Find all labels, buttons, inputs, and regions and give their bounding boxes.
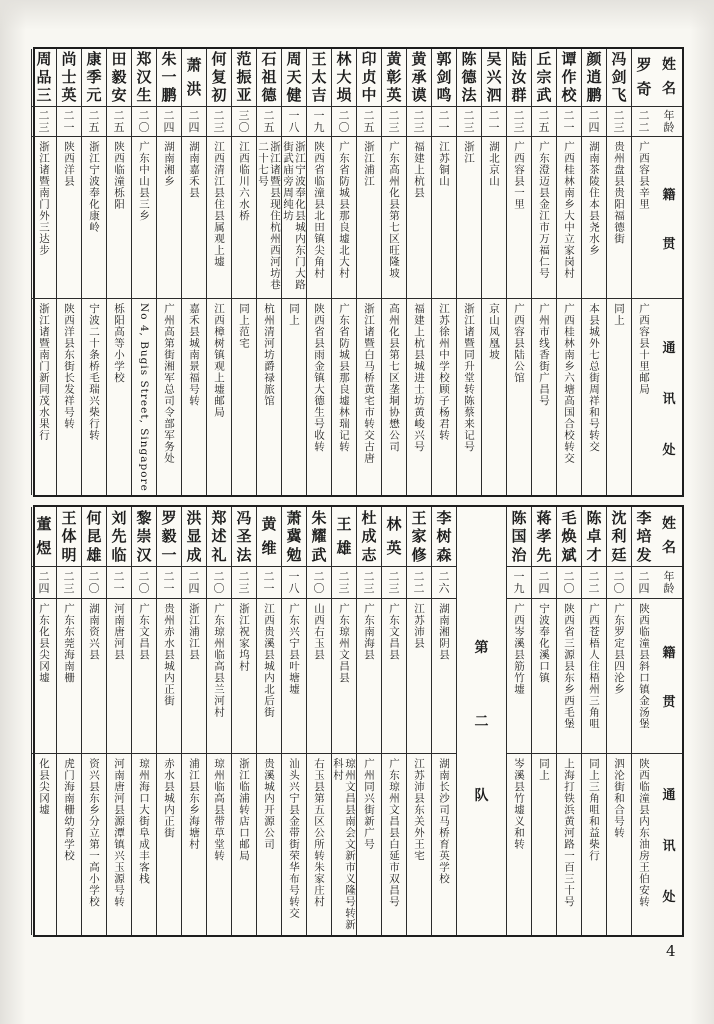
roster-column: [206, 49, 231, 495]
address-cell: 贵溪城内开源公司: [263, 758, 275, 850]
name-cell: 罗 奇: [632, 49, 656, 107]
roster-column: [231, 49, 256, 495]
roster-column: [381, 507, 406, 935]
roster-column: [631, 507, 656, 935]
name-cell: 王 雄: [332, 507, 356, 567]
age-cell: 二 一: [557, 107, 581, 137]
native-cell: 广东罗定县四沦乡: [607, 599, 631, 754]
name-cell: 郑 汉 生: [132, 49, 156, 107]
address-cell: 资兴县东乡分立第一高小学校: [88, 758, 100, 908]
address-cell: 宁波二十条桥毛瑞兴柴行转: [88, 303, 100, 441]
native-cell: 广东省防城县那良墟北大村: [332, 137, 356, 299]
age-cell: 二 二: [632, 107, 656, 137]
address-cell: 广州高第街湘军总司令部军务处: [163, 303, 175, 464]
age-cell: 一 八: [282, 567, 306, 599]
roster-column: [256, 49, 281, 495]
address-cell: 广东省防城县那良墟林瑞记转: [338, 303, 350, 453]
name-cell: 颜 逍 鹏: [582, 49, 606, 107]
native-cell: 江苏铜山: [432, 137, 456, 299]
age-cell: 二 一: [482, 107, 506, 137]
roster-column: [631, 49, 656, 495]
header-age: 年 龄: [656, 567, 682, 599]
native-cell: 浙江: [457, 137, 481, 299]
native-cell: 广东澄迈县金江市万福仁号: [532, 137, 556, 299]
header-native: 籍 贯: [656, 599, 682, 754]
address-cell: 同上: [613, 303, 625, 326]
address-cell: 杭州清河坊爵禄旅馆: [263, 303, 275, 407]
native-cell: 江西贵溪县城内北后街: [257, 599, 281, 754]
name-cell: 萧 洪: [182, 49, 206, 107]
roster-column: [131, 507, 156, 935]
address-cell: 广州市线香街广昌号: [538, 303, 550, 407]
roster-column: [406, 49, 431, 495]
address-cell: 岑溪县竹墟义和转: [513, 758, 525, 850]
address-cell: 浙江临浦转店口邮局: [238, 758, 250, 862]
age-cell: 二 二: [407, 567, 431, 599]
age-cell: 二 四: [532, 567, 556, 599]
roster-column: [456, 49, 481, 495]
roster-column: [506, 507, 531, 935]
roster-column: [256, 507, 281, 935]
name-cell: 何 昆 雄: [82, 507, 106, 567]
address-cell: 化县尖冈墟: [38, 758, 50, 816]
age-cell: 二 〇: [557, 567, 581, 599]
native-cell: 广东化县尖冈墟: [32, 599, 56, 754]
roster-column: [606, 49, 631, 495]
age-cell: 二 三: [457, 107, 481, 137]
name-cell: 王 体 明: [57, 507, 81, 567]
header-address: 通 讯 处: [662, 340, 676, 458]
age-cell: 一 八: [282, 107, 306, 137]
native-cell: 江西临川六水桥: [232, 137, 256, 299]
name-cell: 朱 一 鹏: [157, 49, 181, 107]
roster-column: [231, 507, 256, 935]
address-cell: 上海打铁浜黄河路一百三十号: [563, 758, 575, 908]
native-cell: 贵州赤水县城内正街: [157, 599, 181, 754]
name-cell: 何 复 初: [207, 49, 231, 107]
header-name: 姓 名: [656, 507, 682, 567]
header-native: 籍 贯: [656, 137, 682, 299]
roster-column: [556, 49, 581, 495]
company-divider: [456, 507, 506, 935]
address-cell: 栎阳高等小学校: [113, 303, 125, 384]
address-cell: 同上: [288, 303, 300, 326]
address-cell: 泗沦街和合号转: [613, 758, 625, 839]
native-cell: 广西岑溪县筋竹墟: [507, 599, 531, 754]
name-cell: 陈 国 治: [507, 507, 531, 567]
roster-column: [556, 507, 581, 935]
name-cell: 田 毅 安: [107, 49, 131, 107]
name-cell: 蒋 孝 先: [532, 507, 556, 567]
roster-column: [81, 49, 106, 495]
roster-column: [181, 49, 206, 495]
age-cell: 二 四: [182, 107, 206, 137]
name-cell: 陆 汝 群: [507, 49, 531, 107]
age-cell: 二 四: [582, 107, 606, 137]
name-cell: 周 天 健: [282, 49, 306, 107]
name-cell: 李 树 森: [432, 507, 456, 567]
address-cell: 浙江诸暨同升堂转陈蔡来记号: [463, 303, 475, 453]
name-cell: 林 英: [382, 507, 406, 567]
native-cell: 浙江祝家坞村: [232, 599, 256, 754]
name-cell: 黄 维: [257, 507, 281, 567]
age-cell: 二 四: [32, 567, 56, 599]
name-cell: 林 大 埙: [332, 49, 356, 107]
age-cell: 二 六: [432, 567, 456, 599]
name-cell: 朱 耀 武: [307, 507, 331, 567]
name-cell: 丘 宗 武: [532, 49, 556, 107]
native-cell: 广西苍梧人住梧州三角咀: [582, 599, 606, 754]
address-cell: 江苏徐州中学校顾子杨君转: [438, 303, 450, 441]
name-cell: 刘 先 临: [107, 507, 131, 567]
name-cell: 罗 毅 一: [157, 507, 181, 567]
native-cell: 浙江宁波奉化县城内东门大路街武庙旁周纯坊: [282, 137, 306, 299]
age-cell: 二 一: [107, 567, 131, 599]
age-cell: 二 三: [32, 107, 56, 137]
roster-column: [356, 49, 381, 495]
header-age: 年 龄: [656, 107, 682, 137]
native-cell: 浙江宁波奉化康岭: [82, 137, 106, 299]
native-cell: 湖南嘉禾县: [182, 137, 206, 299]
roster-column: [31, 49, 56, 495]
roster-column: [356, 507, 381, 935]
age-cell: 二 四: [632, 567, 656, 599]
native-cell: 广东兴宁县叶塘墟: [282, 599, 306, 754]
company-divider-label: 第 二 队: [474, 640, 489, 804]
name-cell: 吴 兴 泗: [482, 49, 506, 107]
native-cell: 陕西洋县: [57, 137, 81, 299]
roster-column: [181, 507, 206, 935]
roster-column: [406, 507, 431, 935]
name-cell: 王 家 修: [407, 507, 431, 567]
native-cell: 湖北京山: [482, 137, 506, 299]
address-cell: 江西樟树镇观上墟邮局: [213, 303, 225, 418]
address-cell: 广西容县十里邮局: [638, 303, 650, 395]
header-column: [656, 49, 682, 495]
roster-column: [156, 507, 181, 935]
native-cell: 广东琼州临高县兰河村: [207, 599, 231, 754]
roster-column: [331, 49, 356, 495]
roster-column: [531, 49, 556, 495]
native-cell: 宁波奉化溪口镇: [532, 599, 556, 754]
name-cell: 谭 作 校: [557, 49, 581, 107]
name-cell: 洪 显 成: [182, 507, 206, 567]
roster-column: [56, 507, 81, 935]
name-cell: 冯 圣 法: [232, 507, 256, 567]
name-cell: 陈 德 法: [457, 49, 481, 107]
age-cell: 二 三: [407, 107, 431, 137]
address-cell: 广西桂林南乡六塘高国合校转交: [563, 303, 575, 464]
age-cell: 二 〇: [132, 107, 156, 137]
age-cell: 二 三: [332, 567, 356, 599]
native-cell: 广东南海县: [357, 599, 381, 754]
name-cell: 印 贞 中: [357, 49, 381, 107]
roster-column: [56, 49, 81, 495]
address-cell: 陕西临潼县内东油房王伯安转: [638, 758, 650, 908]
address-cell: 汕头兴宁县金带街荣华布号转交: [288, 758, 300, 919]
roster-column: [606, 507, 631, 935]
age-cell: 二 四: [182, 567, 206, 599]
roster-table-1: [33, 47, 684, 497]
age-cell: 二 一: [157, 567, 181, 599]
native-cell: 湖南湘阴县: [432, 599, 456, 754]
address-cell: 湖南长沙司马桥育英学校: [438, 758, 450, 885]
name-cell: 沈 利 廷: [607, 507, 631, 567]
address-cell: 嘉禾县城南景福号转: [188, 303, 200, 407]
address-cell: 广州同兴街新广号: [363, 758, 375, 850]
address-cell: 福建上杭县城进士坊黄峻兴号: [413, 303, 425, 453]
native-cell: 浙江浦江县: [182, 599, 206, 754]
name-cell: 黄 承 谟: [407, 49, 431, 107]
native-cell: 陕西临潼栎阳: [107, 137, 131, 299]
roster-column: [31, 507, 56, 935]
native-cell: 浙江诸暨县现住杭州西河坊巷二十七号: [257, 137, 281, 299]
address-cell: 虎门海南栅幼育学校: [63, 758, 75, 862]
roster-column: [381, 49, 406, 495]
native-cell: 广东文昌县: [382, 599, 406, 754]
age-cell: 二 〇: [207, 567, 231, 599]
native-cell: 福建上杭县: [407, 137, 431, 299]
name-cell: 康 季 元: [82, 49, 106, 107]
native-cell: 广西容县一里: [507, 137, 531, 299]
roster-column: [306, 49, 331, 495]
address-cell: 浙江诸暨白马桥黄宅市转交古唐: [363, 303, 375, 464]
address-cell: 右玉县第五区公所转朱家庄村: [313, 758, 325, 908]
address-cell: 京山凤凰坡: [488, 303, 500, 361]
native-cell: 广西桂林南乡大中立家岗村: [557, 137, 581, 299]
native-cell: 广东文昌县: [132, 599, 156, 754]
address-cell: 琼州临高县带草堂转: [213, 758, 225, 862]
native-cell: 江苏沛县: [407, 599, 431, 754]
name-cell: 毛 焕 斌: [557, 507, 581, 567]
address-cell: 琼州海口大街阜成丰客栈: [138, 758, 150, 885]
address-cell: 浦江县东乡海塘村: [188, 758, 200, 850]
native-cell: 广东高州化县第七区旺隆坡: [382, 137, 406, 299]
age-cell: 二 一: [432, 107, 456, 137]
roster-table-2: [33, 505, 684, 937]
native-cell: 江西清江县住县属观上墟: [207, 137, 231, 299]
name-cell: 李 培 发: [632, 507, 656, 567]
name-cell: 黄 彰 英: [382, 49, 406, 107]
address-cell: 广东琼州文昌县白延市双昌号: [388, 758, 400, 908]
native-cell: 浙江浦江: [357, 137, 381, 299]
native-cell: 湖南茶陵住本县尧水乡: [582, 137, 606, 299]
roster-column: [331, 507, 356, 935]
native-cell: 湖南资兴县: [82, 599, 106, 754]
age-cell: 二 五: [107, 107, 131, 137]
native-cell: 陕西临潼县斜口镇金汤堡: [632, 599, 656, 754]
roster-column: [581, 507, 606, 935]
age-cell: 二 四: [157, 107, 181, 137]
age-cell: 二 〇: [307, 567, 331, 599]
name-cell: 陈 卓 才: [582, 507, 606, 567]
name-cell: 冯 剑 飞: [607, 49, 631, 107]
age-cell: 二 三: [507, 107, 531, 137]
age-cell: 二 五: [82, 107, 106, 137]
roster-column: [156, 49, 181, 495]
age-cell: 三 〇: [232, 107, 256, 137]
roster-column: [206, 507, 231, 935]
roster-column: [81, 507, 106, 935]
roster-column: [506, 49, 531, 495]
address-cell: 陕西省县雨金镇大德生号收转: [313, 303, 325, 453]
native-cell: 山西右玉县: [307, 599, 331, 754]
name-cell: 杜 成 志: [357, 507, 381, 567]
address-cell: 广西容县陆公馆: [513, 303, 525, 384]
age-cell: 二 一: [257, 567, 281, 599]
roster-column: [306, 507, 331, 935]
name-cell: 郑 述 礼: [207, 507, 231, 567]
native-cell: 贵州盘县贵阳福德街: [607, 137, 631, 299]
age-cell: 二 五: [532, 107, 556, 137]
name-cell: 郭 剑 鸣: [432, 49, 456, 107]
age-cell: 二 〇: [132, 567, 156, 599]
age-cell: 二 五: [257, 107, 281, 137]
name-cell: 周 品 三: [32, 49, 56, 107]
name-cell: 董 煜: [32, 507, 56, 567]
roster-column: [531, 507, 556, 935]
header-column: [656, 507, 682, 935]
address-cell: 同上三角咀和益柴行: [588, 758, 600, 862]
age-cell: 一 九: [307, 107, 331, 137]
roster-column: [431, 49, 456, 495]
age-cell: 一 九: [507, 567, 531, 599]
age-cell: 二 三: [607, 107, 631, 137]
native-cell: 广东中山县三乡: [132, 137, 156, 299]
roster-column: [281, 507, 306, 935]
age-cell: 二 一: [57, 107, 81, 137]
age-cell: 二 〇: [607, 567, 631, 599]
native-cell: 广东东莞海南栅: [57, 599, 81, 754]
address-cell: 江苏沛县东关外王宅: [413, 758, 425, 862]
native-cell: 陕西省临潼县北田镇尖角村: [307, 137, 331, 299]
address-cell: 琼州文昌县南会文新市义隆号转新科村: [332, 758, 356, 931]
roster-column: [281, 49, 306, 495]
native-cell: 河南唐河县: [107, 599, 131, 754]
header-address: 通 讯 处: [662, 788, 676, 905]
name-cell: 尚 士 英: [57, 49, 81, 107]
roster-column: [581, 49, 606, 495]
age-cell: 二 〇: [332, 107, 356, 137]
address-cell: 高州化县第七区垄垌协懋公司: [388, 303, 400, 453]
roster-column: [431, 507, 456, 935]
roster-column: [106, 507, 131, 935]
native-cell: 广西容县辛里: [632, 137, 656, 299]
name-cell: 王 太 吉: [307, 49, 331, 107]
age-cell: 二 三: [357, 567, 381, 599]
address-cell: 河南唐河县源潭镇兴玉源号转: [113, 758, 125, 908]
age-cell: 二 三: [382, 567, 406, 599]
address-cell: 陕西洋县东街长发祥号转: [63, 303, 75, 430]
address-cell: No 4, Bugis Street, Singapore: [138, 303, 150, 492]
address-cell: 同上范宅: [238, 303, 250, 349]
address-cell: 浙江诸暨南门新同茂水果行: [38, 303, 50, 441]
native-cell: 湖南湘乡: [157, 137, 181, 299]
address-cell: 同上: [538, 758, 550, 781]
name-cell: 黎 崇 汉: [132, 507, 156, 567]
age-cell: 二 三: [232, 567, 256, 599]
age-cell: 二 三: [382, 107, 406, 137]
address-cell: 本县城外七总街周祥和号转交: [588, 303, 600, 453]
name-cell: 萧 冀 勉: [282, 507, 306, 567]
header-name: 姓 名: [656, 49, 682, 107]
native-cell: 广东琼州文昌县: [332, 599, 356, 754]
roster-column: [106, 49, 131, 495]
age-cell: 二 五: [357, 107, 381, 137]
native-cell: 陕西省三源县东乡西毛堡: [557, 599, 581, 754]
name-cell: 范 振 亚: [232, 49, 256, 107]
page-number: 4: [666, 942, 676, 960]
age-cell: 二 三: [207, 107, 231, 137]
roster-column: [481, 49, 506, 495]
age-cell: 二 三: [57, 567, 81, 599]
age-cell: 二 二: [582, 567, 606, 599]
address-cell: 赤水县城内正街: [163, 758, 175, 839]
name-cell: 石 祖 德: [257, 49, 281, 107]
age-cell: 二 〇: [82, 567, 106, 599]
native-cell: 浙江诸暨南门外三达步: [32, 137, 56, 299]
roster-column: [131, 49, 156, 495]
